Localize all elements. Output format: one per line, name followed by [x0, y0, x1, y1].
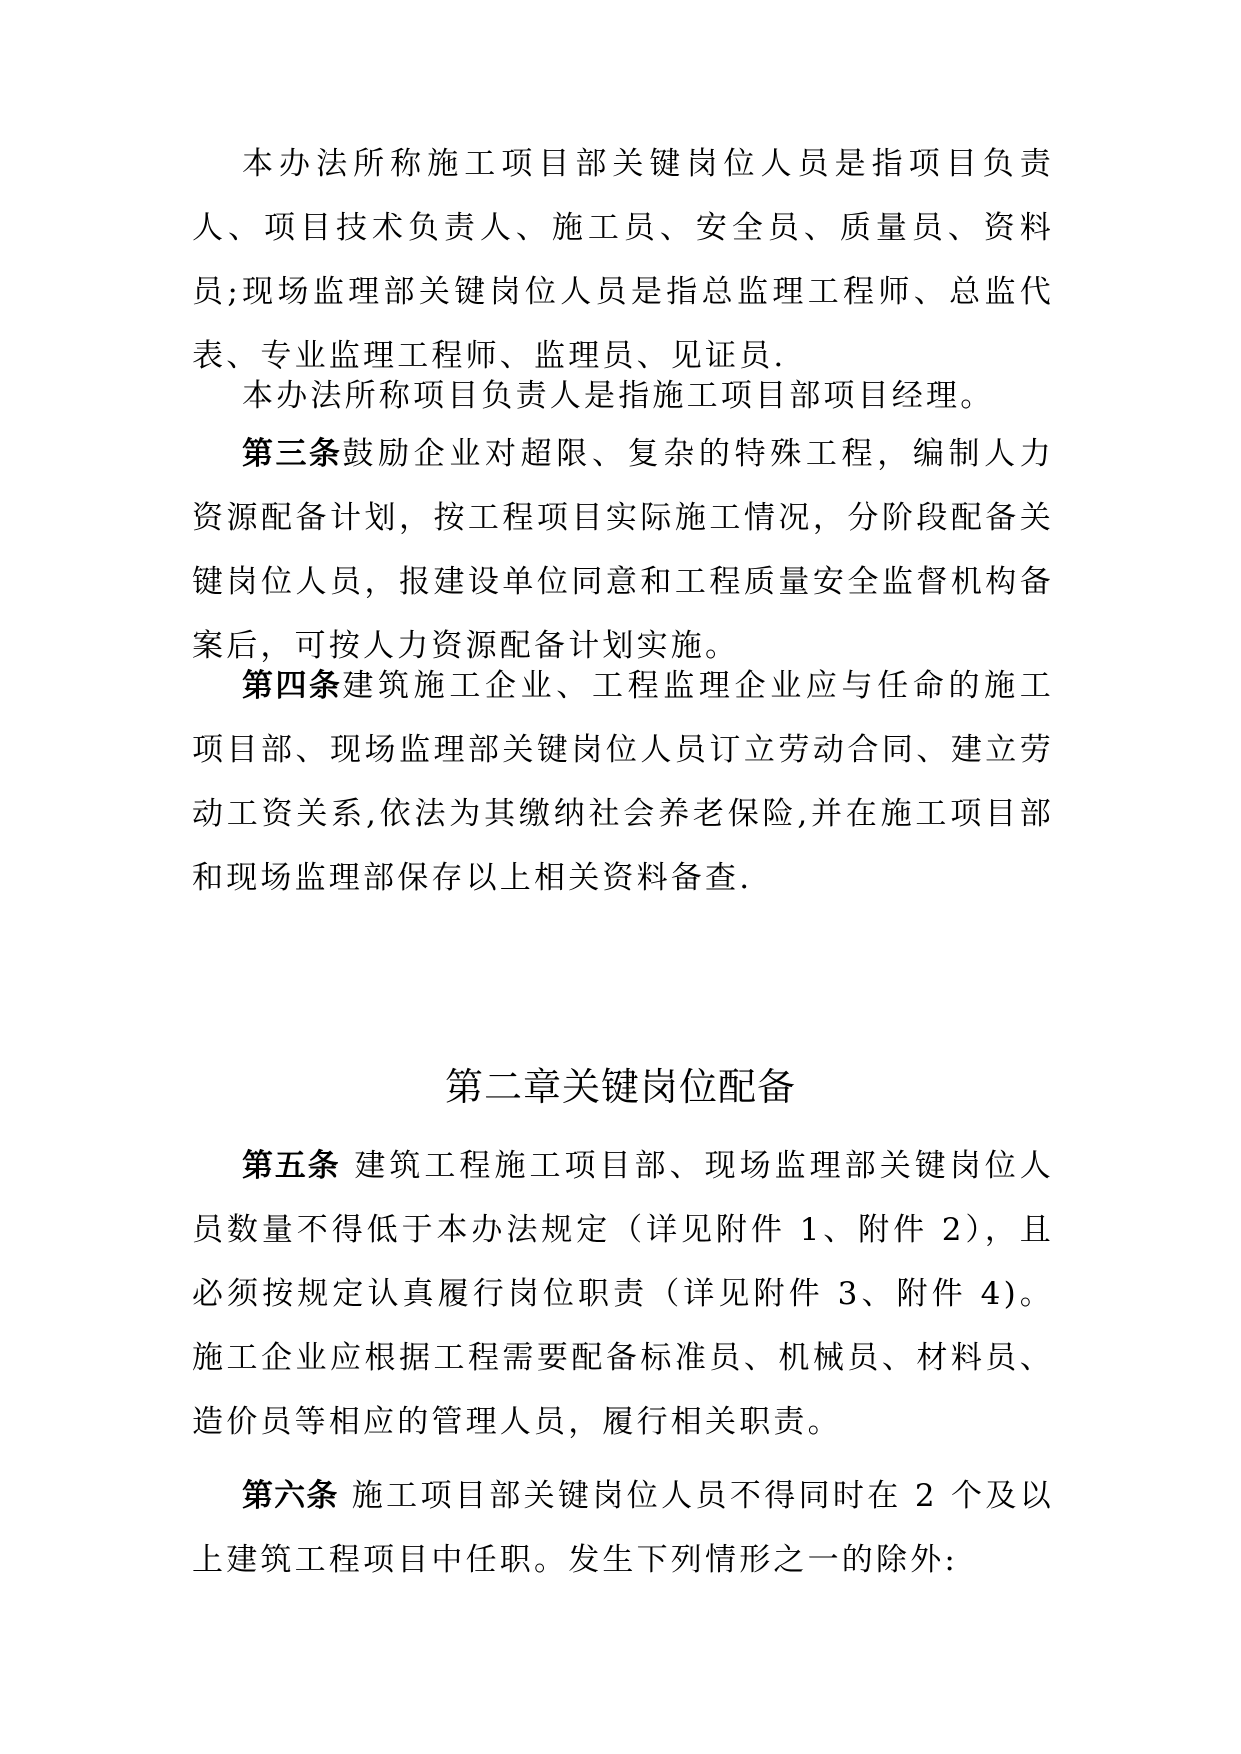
chapter-title: 第二章关键岗位配备 — [444, 1065, 796, 1109]
paragraph-key-positions-definition — [192, 132, 1054, 388]
article-5 — [192, 1134, 1054, 1454]
article-3 — [192, 422, 1054, 678]
paragraph-project-manager-definition — [192, 364, 1054, 428]
paragraph-text: 本办法所称施工项目部关键岗位人员是指项目负责人、项目技术负责人、施工员、安全员、质量员、资料员;现场监理部关键岗位人员是指总监理工程师、总监代表、专业监理工程师、监理员、见证员. — [192, 146, 1054, 374]
article-6 — [192, 1464, 1054, 1592]
article-text: 建筑工程施工项目部、现场监理部关键岗位人员数量不得低于本办法规定（详见附件 1、附件 2），且必须按规定认真履行岗位职责（详见附件 3、附件 4)。施工企业应根据工程需要配备标准员、机械员、材料员、造价员等相应的管理人员，履行相关职责。 — [192, 1148, 1055, 1440]
paragraph-text: 本办法所称项目负责人是指施工项目部项目经理。 — [242, 378, 995, 414]
article-text: 鼓励企业对超限、复杂的特殊工程，编制人力资源配备计划，按工程项目实际施工情况，分阶段配备关键岗位人员，报建设单位同意和工程质量安全监督机构备案后，可按人力资源配备计划实施。 — [192, 436, 1055, 664]
article-number: 第五条 — [242, 1148, 341, 1184]
article-number: 第六条 — [242, 1478, 339, 1514]
article-number: 第三条 — [242, 436, 343, 472]
article-number: 第四条 — [242, 668, 343, 704]
article-text: 施工项目部关键岗位人员不得同时在 2 个及以上建筑工程项目中任职。发生下列情形之一的除外: — [192, 1478, 1054, 1578]
article-4 — [192, 654, 1054, 910]
article-text: 建筑施工企业、工程监理企业应与任命的施工项目部、现场监理部关键岗位人员订立劳动合同、建立劳动工资关系,依法为其缴纳社会养老保险,并在施工项目部和现场监理部保存以上相关资料备查. — [192, 668, 1055, 896]
